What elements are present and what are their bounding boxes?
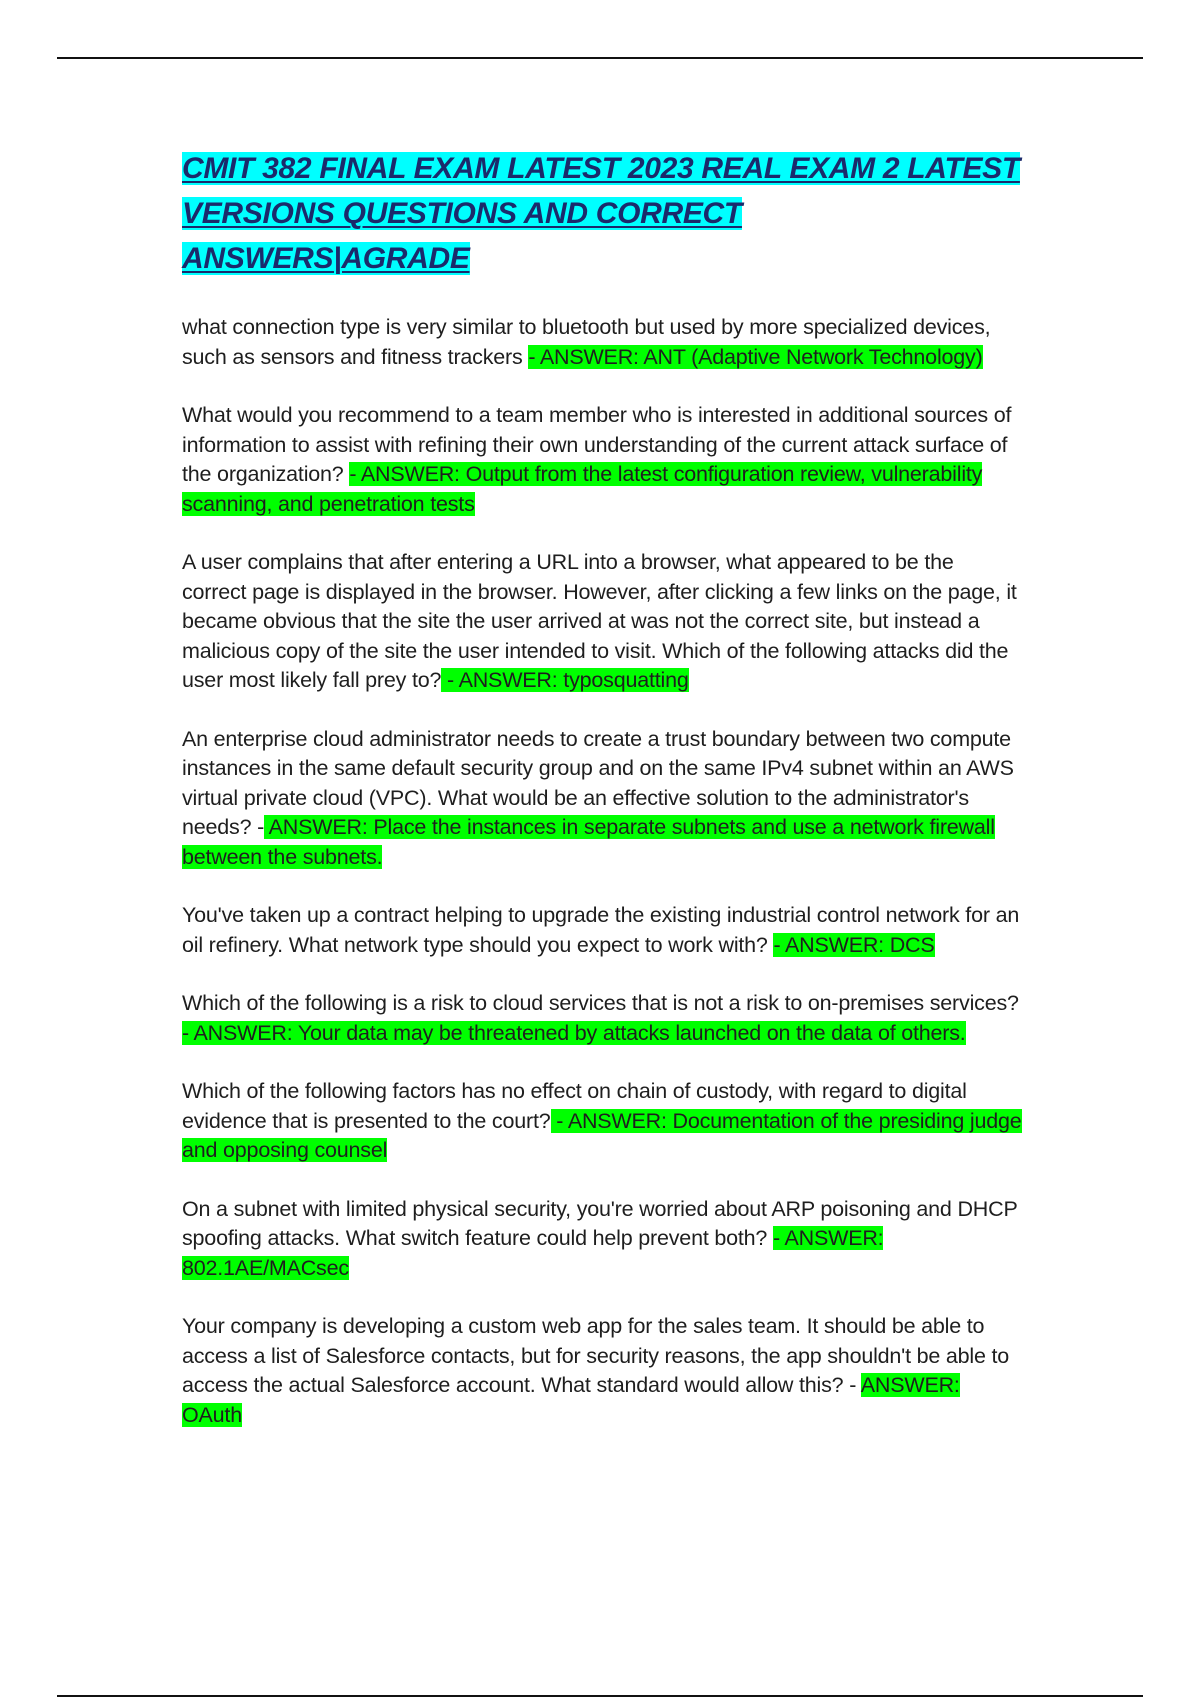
qa-item xyxy=(182,725,1022,873)
qa-item xyxy=(182,989,1022,1048)
answer-text: ANSWER: Place the instances in separate subnets and use a network firewall between the subnets. xyxy=(182,815,995,869)
answer-text: - ANSWER: typosquatting xyxy=(441,668,689,692)
bottom-rule xyxy=(57,1695,1143,1697)
qa-item xyxy=(182,1195,1022,1284)
title-highlight: CMIT 382 FINAL EXAM LATEST 2023 REAL EXAM 2 LATEST VERSIONS QUESTIONS AND CORRECT ANSWERS|AGRADE xyxy=(182,152,1020,275)
question-text: A user complains that after entering a URL into a browser, what appeared to be the correct page is displayed in the browser. However, after clicking a few links on the page, it became obvious that the site the user arrived at was not the correct site, but instead a malicious copy of the site the user intended to visit. Which of the following attacks did the user most likely fall prey to? xyxy=(182,550,1017,692)
qa-item xyxy=(182,901,1022,960)
qa-item xyxy=(182,313,1022,372)
question-text: You've taken up a contract helping to upgrade the existing industrial control network for an oil refinery. What network type should you expect to work with? xyxy=(182,903,1020,957)
question-text: Which of the following factors has no effect on chain of custody, with regard to digital evidence that is presented to the court? xyxy=(182,1079,967,1133)
answer-text: - ANSWER: ANT (Adaptive Network Technology) xyxy=(528,344,983,369)
answer-text: ANSWER: OAuth xyxy=(182,1373,960,1427)
qa-item xyxy=(182,1077,1022,1166)
document-body xyxy=(182,146,1022,1430)
qa-item xyxy=(182,1312,1022,1430)
answer-text: - ANSWER: 802.1AE/MACsec xyxy=(182,1226,884,1280)
document-title xyxy=(182,146,1022,281)
top-rule xyxy=(57,57,1143,59)
answer-text: - ANSWER: Your data may be threatened by attacks launched on the data of others. xyxy=(182,1020,966,1045)
answer-text: - ANSWER: Documentation of the presiding judge and opposing counsel xyxy=(182,1108,1022,1162)
answer-text: - ANSWER: DCS xyxy=(773,932,935,957)
question-text: An enterprise cloud administrator needs to create a trust boundary between two compute instances in the same default security group and on the same IPv4 subnet within an AWS virtual private cloud (VPC). What would be an effective solution to the administrator's needs? - xyxy=(182,726,1014,839)
question-text: What would you recommend to a team member who is interested in additional sources of information to assist with refining their own understanding of the current attack surface of the organization? xyxy=(182,403,1012,486)
qa-item xyxy=(182,548,1022,696)
answer-text: - ANSWER: Output from the latest configuration review, vulnerability scanning, and penetration tests xyxy=(182,462,983,516)
question-text: On a subnet with limited physical security, you're worried about ARP poisoning and DHCP spoofing attacks. What switch feature could help prevent both? xyxy=(182,1196,1018,1250)
question-text: Your company is developing a custom web app for the sales team. It should be able to access a list of Salesforce contacts, but for security reasons, the app shouldn't be able to access the actual Salesforce account. What standard would allow this? - xyxy=(182,1314,1010,1397)
question-text: Which of the following is a risk to cloud services that is not a risk to on-premises services? xyxy=(182,991,1019,1015)
question-text: what connection type is very similar to bluetooth but used by more specialized devices, such as sensors and fitness trackers xyxy=(182,315,991,369)
qa-item xyxy=(182,401,1022,519)
